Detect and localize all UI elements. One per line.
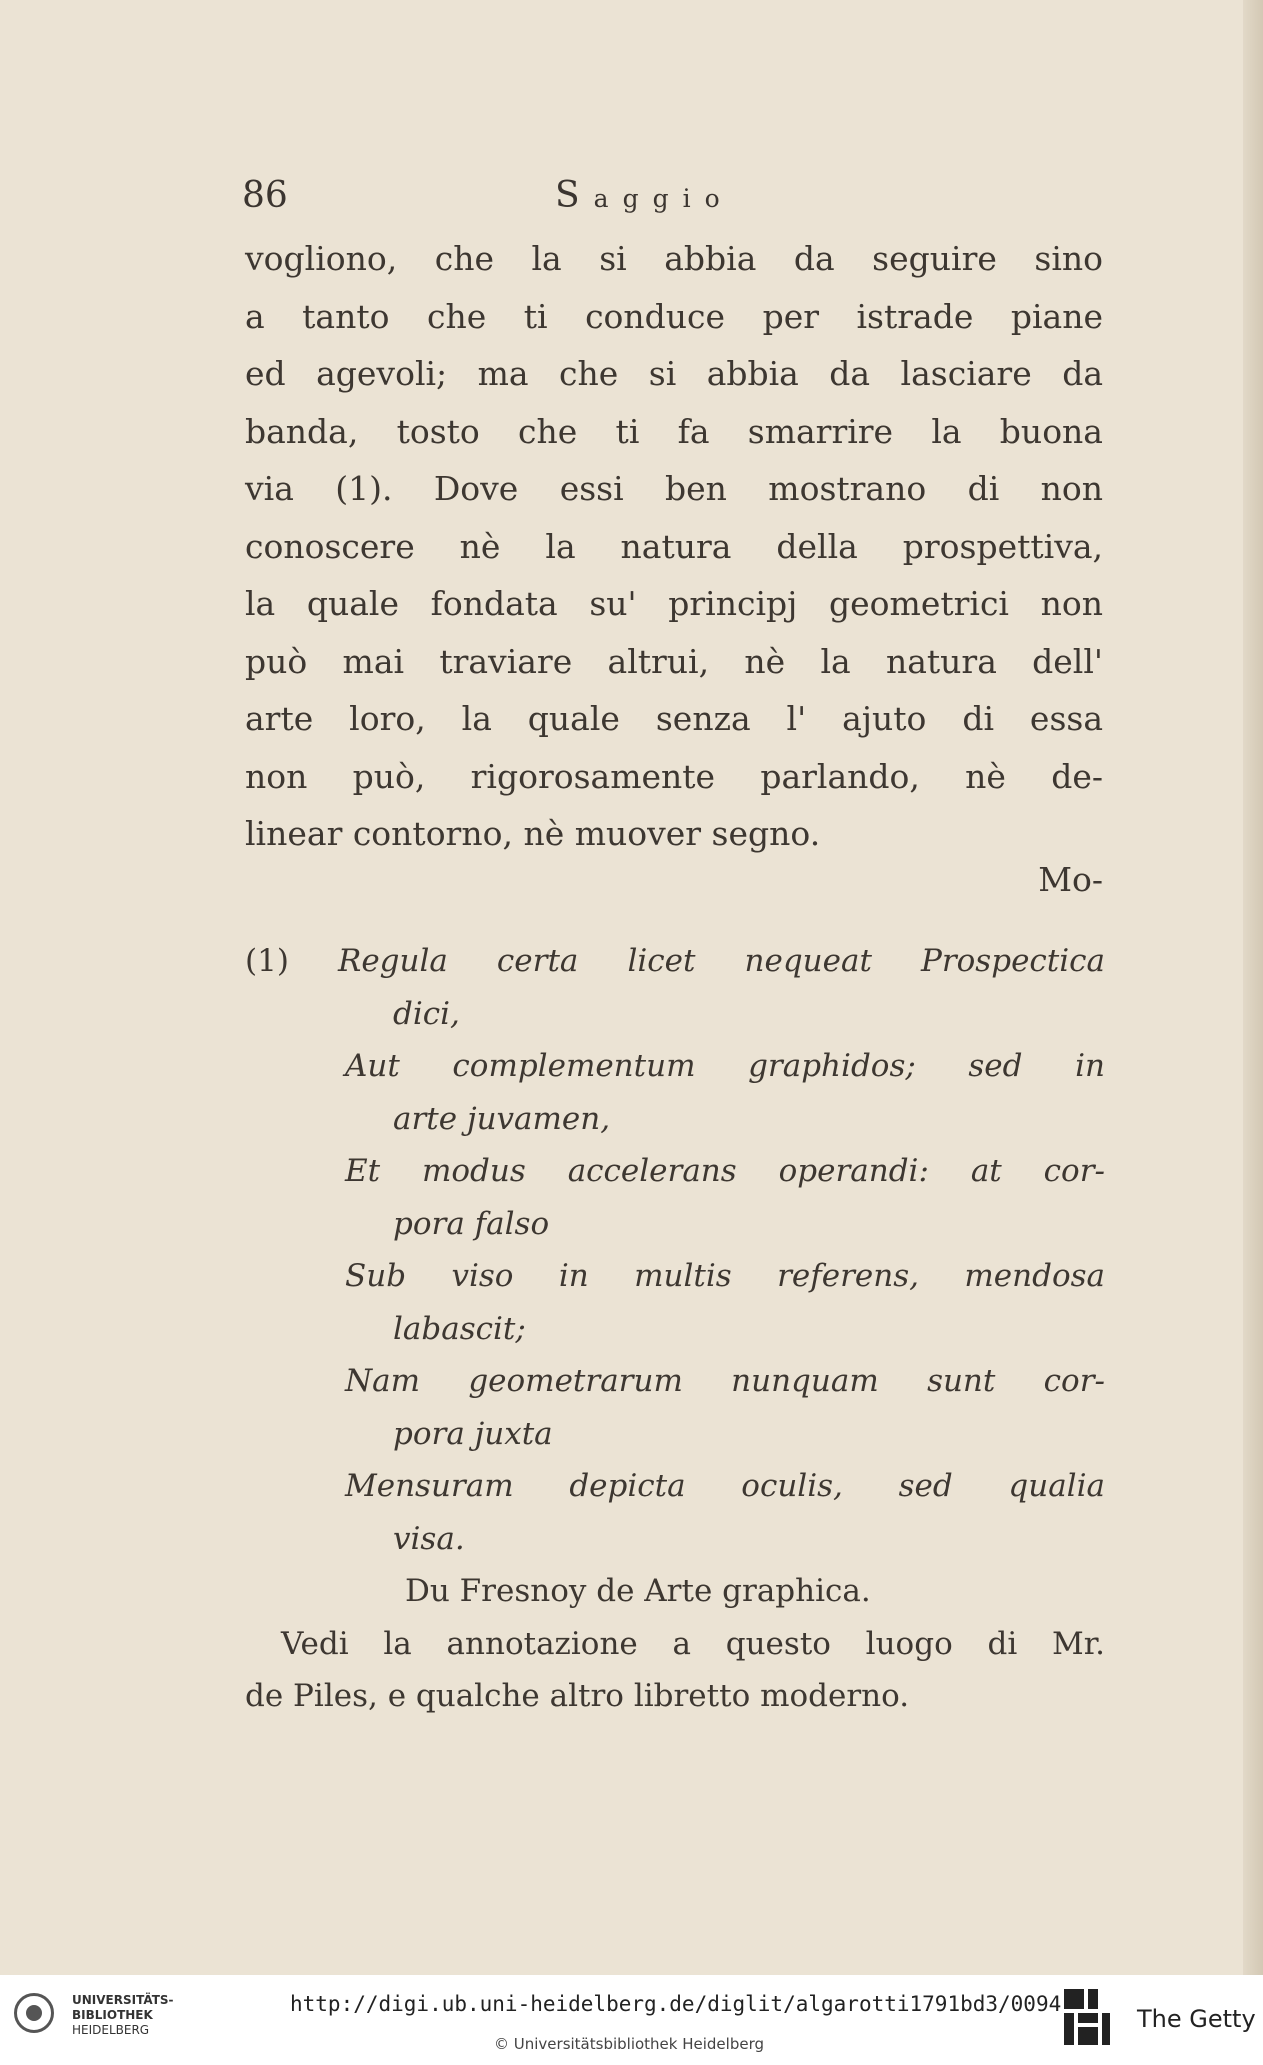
text-line: non può, rigorosamente parlando, nè de- [245,756,1103,796]
permalink-url[interactable]: http://digi.ub.uni-heidelberg.de/diglit/algarotti1791bd3/0094 [290,1992,1062,2016]
footnote-source: Du Fresnoy de Arte graphica. [405,1573,871,1609]
footnote-line: visa. [393,1520,465,1557]
footnote-verse-text: Regula certa licet nequeat Prospectica [337,943,1105,979]
text-line: ed agevoli; ma che si abbia da lasciare da [245,354,1103,393]
footnote-line: pora falso [393,1205,550,1242]
text-line: arte loro, la quale senza l' ajuto di essa [245,699,1103,738]
footnote-line: dici, [393,995,460,1032]
catchword: Mo- [1038,860,1103,899]
footnote-first-line [245,935,1105,988]
main-text [245,230,1103,863]
footnote-line: Et modus accelerans operandi: at cor- [345,1153,1105,1189]
university-library-logo-icon [14,1993,54,2033]
text-line: linear contorno, nè muover segno. [245,814,821,853]
text-line: banda, tosto che ti fa smarrire la buona [245,411,1103,451]
footnote-line: arte juvamen, [393,1100,611,1137]
library-name: UNIVERSITÄTS- BIBLIOTHEK HEIDELBERG [72,1993,174,2037]
footnote-line: labascit; [393,1310,526,1347]
running-title-smallcaps: aggio [593,184,734,213]
footnote-note-line: Vedi la annotazione a questo luogo di Mr. [281,1625,1105,1662]
text-line: conoscere nè la natura della prospettiva, [245,526,1103,566]
copyright-notice: © Universitätsbibliothek Heidelberg [494,2035,765,2053]
viewer-footer [0,1975,1263,2065]
footnote-line: Nam geometrarum nunquam sunt cor- [345,1363,1105,1399]
getty-label: The Getty [1137,2005,1256,2033]
text-line: via (1). Dove essi ben mostrano di non [245,469,1103,508]
page-spine-shadow [1243,0,1263,1975]
footnote-line: Sub viso in multis referens, mendosa [345,1258,1105,1294]
footnote [245,935,1105,1723]
footnote-note-line: de Piles, e qualche altro libretto moderno. [245,1678,910,1714]
running-head [0,175,1263,225]
footnote-line: Aut complementum graphidos; sed in [345,1048,1105,1084]
footnote-line: pora juxta [393,1415,553,1452]
text-line: vogliono, che la si abbia da seguire sino [245,239,1103,278]
text-line: può mai traviare altrui, nè la natura dell' [245,641,1103,681]
running-title: Saggio [555,175,734,216]
text-line: a tanto che ti conduce per istrade piane [245,296,1103,336]
footnote-marker: (1) [245,943,289,979]
footnote-line: Mensuram depicta oculis, sed qualia [345,1468,1105,1504]
text-line: la quale fondata su' principj geometrici non [245,584,1103,623]
getty-logo-icon [1062,1987,1112,2049]
page-number: 86 [242,175,288,216]
